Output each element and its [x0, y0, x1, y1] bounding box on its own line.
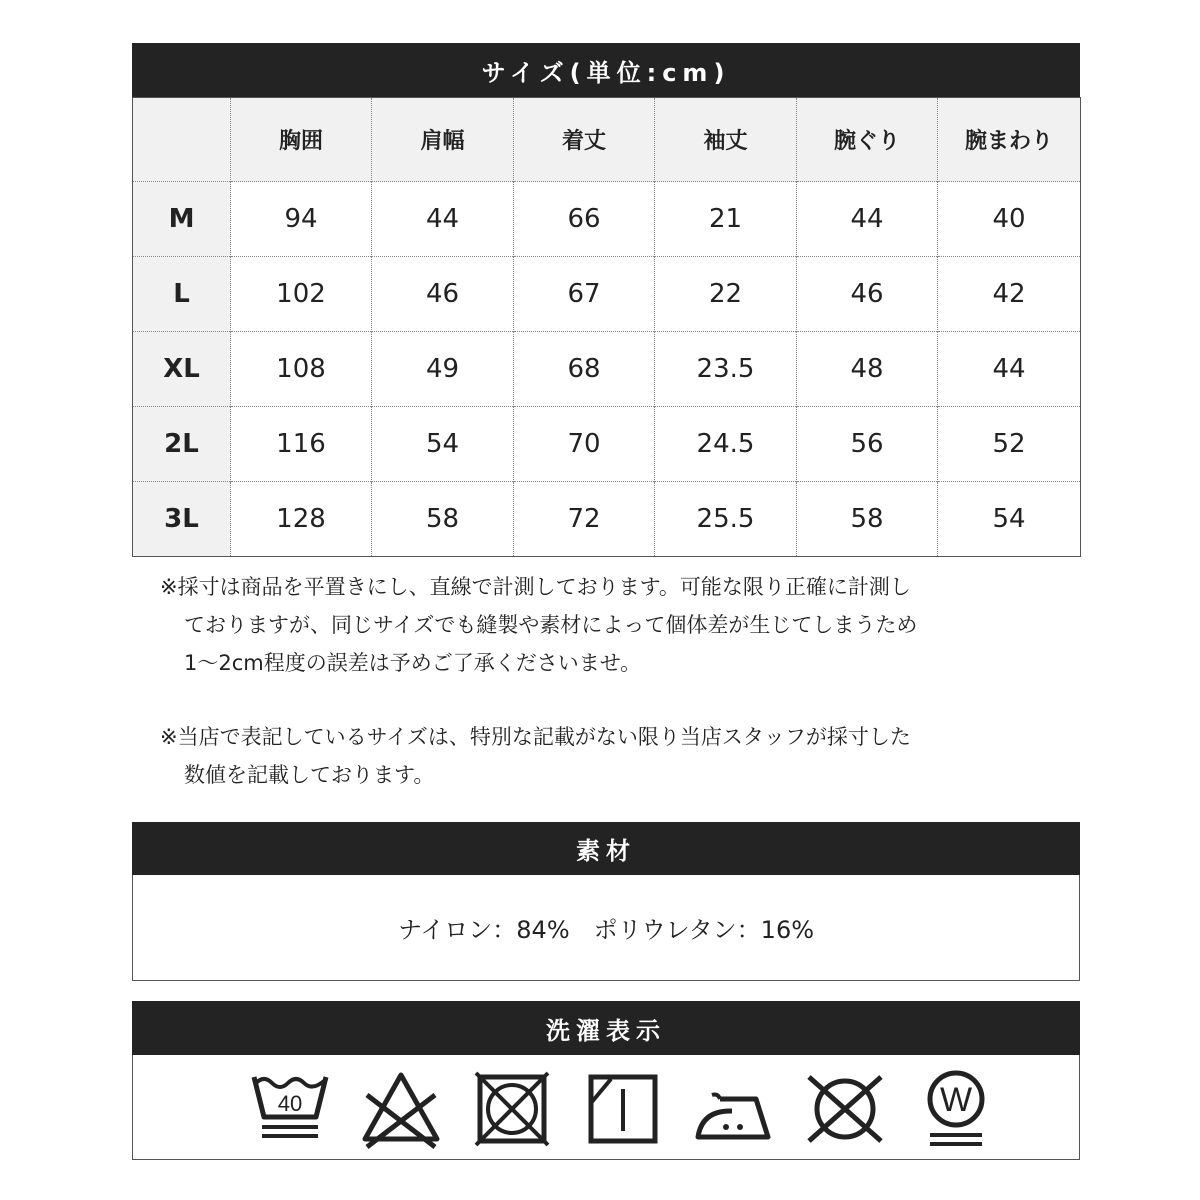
column-header: 腕まわり [938, 98, 1081, 182]
table-cell: 52 [938, 407, 1081, 482]
line-dry-icon [581, 1067, 665, 1151]
table-cell: 58 [372, 482, 514, 557]
table-cell: 66 [514, 182, 655, 257]
table-cell: 49 [372, 332, 514, 407]
table-cell: 48 [797, 332, 938, 407]
no-dry-clean-icon [803, 1067, 887, 1151]
table-cell: 23.5 [655, 332, 797, 407]
material-title: 素材 [576, 837, 636, 865]
table-cell: 40 [938, 182, 1081, 257]
wash-40-very-gentle-icon [248, 1067, 332, 1151]
table-cell: 54 [372, 407, 514, 482]
note-line: ※採寸は商品を平置きにし、直線で計測しております。可能な限り正確に計測し [160, 575, 911, 599]
size-title: サイズ(単位:cm) [481, 58, 731, 87]
table-cell: 44 [372, 182, 514, 257]
note-line: ておりますが、同じサイズでも縫製や素材によって個体差が生じてしまうため [184, 613, 918, 637]
no-bleach-icon [359, 1067, 443, 1151]
table-cell: 46 [797, 257, 938, 332]
table-cell: 22 [655, 257, 797, 332]
table-header-row [133, 98, 1081, 182]
wet-clean-gentle-icon [914, 1067, 998, 1151]
size-table [132, 97, 1081, 557]
table-row [133, 182, 1081, 257]
table-cell: 54 [938, 482, 1081, 557]
table-row [133, 482, 1081, 557]
table-cell: 94 [231, 182, 372, 257]
iron-low-icon [692, 1067, 776, 1151]
table-cell: 56 [797, 407, 938, 482]
size-notation-note [160, 718, 1020, 794]
care-box [132, 1055, 1080, 1160]
column-header: 腕ぐり [797, 98, 938, 182]
table-cell: 102 [231, 257, 372, 332]
table-cell: 25.5 [655, 482, 797, 557]
note-line: 1～2cm程度の誤差は予めご了承くださいませ。 [184, 651, 642, 675]
table-cell: 70 [514, 407, 655, 482]
table-cell: 46 [372, 257, 514, 332]
table-cell: 67 [514, 257, 655, 332]
table-cell: 24.5 [655, 407, 797, 482]
wash-temperature-label: 40 [277, 1091, 303, 1116]
note-line: ※当店で表記しているサイズは、特別な記載がない限り当店スタッフが採寸した [160, 725, 911, 749]
table-cell: 21 [655, 182, 797, 257]
table-cell: 116 [231, 407, 372, 482]
table-row [133, 332, 1081, 407]
material-box [132, 875, 1080, 981]
material-header [132, 822, 1080, 875]
column-header: 袖丈 [655, 98, 797, 182]
material-content: ナイロン：84% ポリウレタン：16% [397, 916, 815, 944]
table-row [133, 407, 1081, 482]
size-label: L [133, 257, 231, 332]
note-line: 数値を記載しております。 [184, 763, 435, 787]
care-title: 洗濯表示 [546, 1016, 666, 1045]
size-label: 3L [133, 482, 231, 557]
table-cell: 42 [938, 257, 1081, 332]
table-cell: 44 [938, 332, 1081, 407]
table-cell: 108 [231, 332, 372, 407]
wet-clean-label: W [939, 1081, 973, 1119]
table-row [133, 257, 1081, 332]
table-cell: 72 [514, 482, 655, 557]
column-header: 胸囲 [231, 98, 372, 182]
table-cell: 128 [231, 482, 372, 557]
care-header [132, 1001, 1080, 1055]
column-header: 着丈 [514, 98, 655, 182]
no-tumble-dry-icon [470, 1067, 554, 1151]
corner-cell [133, 98, 231, 182]
table-cell: 44 [797, 182, 938, 257]
table-cell: 58 [797, 482, 938, 557]
table-cell: 68 [514, 332, 655, 407]
size-label: 2L [133, 407, 231, 482]
column-header: 肩幅 [372, 98, 514, 182]
measurement-note [160, 568, 1020, 682]
size-header [132, 43, 1080, 97]
size-label: M [133, 182, 231, 257]
size-label: XL [133, 332, 231, 407]
